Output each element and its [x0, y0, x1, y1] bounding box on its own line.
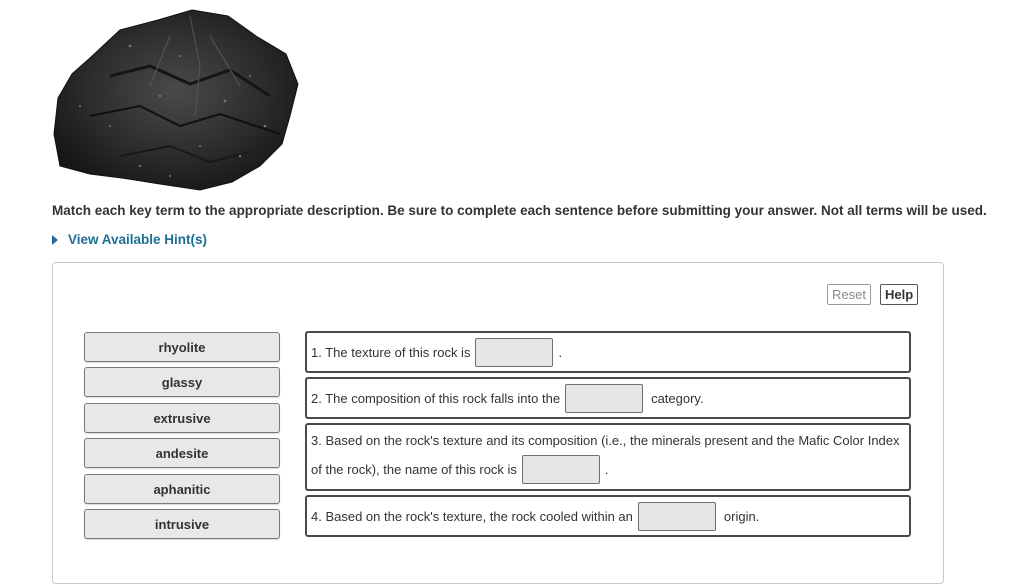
term-aphanitic[interactable]: aphanitic: [84, 474, 280, 504]
drop-target-3[interactable]: [522, 455, 600, 484]
rock-specimen-image: [50, 6, 304, 194]
sentence-1-text: 1. The texture of this rock is: [311, 345, 471, 360]
sentence-3: [305, 423, 911, 491]
sentence-2-text: 2. The composition of this rock falls into the: [311, 391, 561, 406]
drop-target-4[interactable]: [638, 502, 716, 531]
view-hints-label: View Available Hint(s): [68, 232, 208, 247]
term-glassy[interactable]: glassy: [84, 367, 280, 397]
term-extrusive[interactable]: extrusive: [84, 403, 280, 433]
drop-target-1[interactable]: [475, 338, 553, 367]
term-intrusive[interactable]: intrusive: [84, 509, 280, 539]
view-hints-link[interactable]: [52, 232, 207, 247]
instructions-text: Match each key term to the appropriate description. Be sure to complete each sentence before submitting your answer. Not all terms will be used.: [52, 203, 987, 218]
sentence-4-end: origin.: [723, 509, 760, 524]
sentence-2: [305, 377, 911, 419]
term-andesite[interactable]: andesite: [84, 438, 280, 468]
sentence-4-text: 4. Based on the rock's texture, the rock cooled within an: [311, 509, 633, 524]
reset-button[interactable]: Reset: [827, 284, 871, 305]
sentence-3-text: of the rock), the name of this rock is: [311, 462, 517, 477]
sentence-3-line1: 3. Based on the rock's texture and its composition (i.e., the minerals present and the Mafic Color Index: [311, 433, 900, 448]
expand-triangle-icon: [52, 235, 58, 245]
sentence-1: [305, 331, 911, 373]
sentence-1-end: .: [558, 345, 563, 360]
drop-target-2[interactable]: [565, 384, 643, 413]
sentence-3-end: .: [604, 462, 609, 477]
help-button[interactable]: Help: [880, 284, 918, 305]
sentence-2-end: category.: [651, 391, 704, 406]
term-rhyolite[interactable]: rhyolite: [84, 332, 280, 362]
matching-panel: [52, 262, 944, 584]
sentence-4: [305, 495, 911, 537]
